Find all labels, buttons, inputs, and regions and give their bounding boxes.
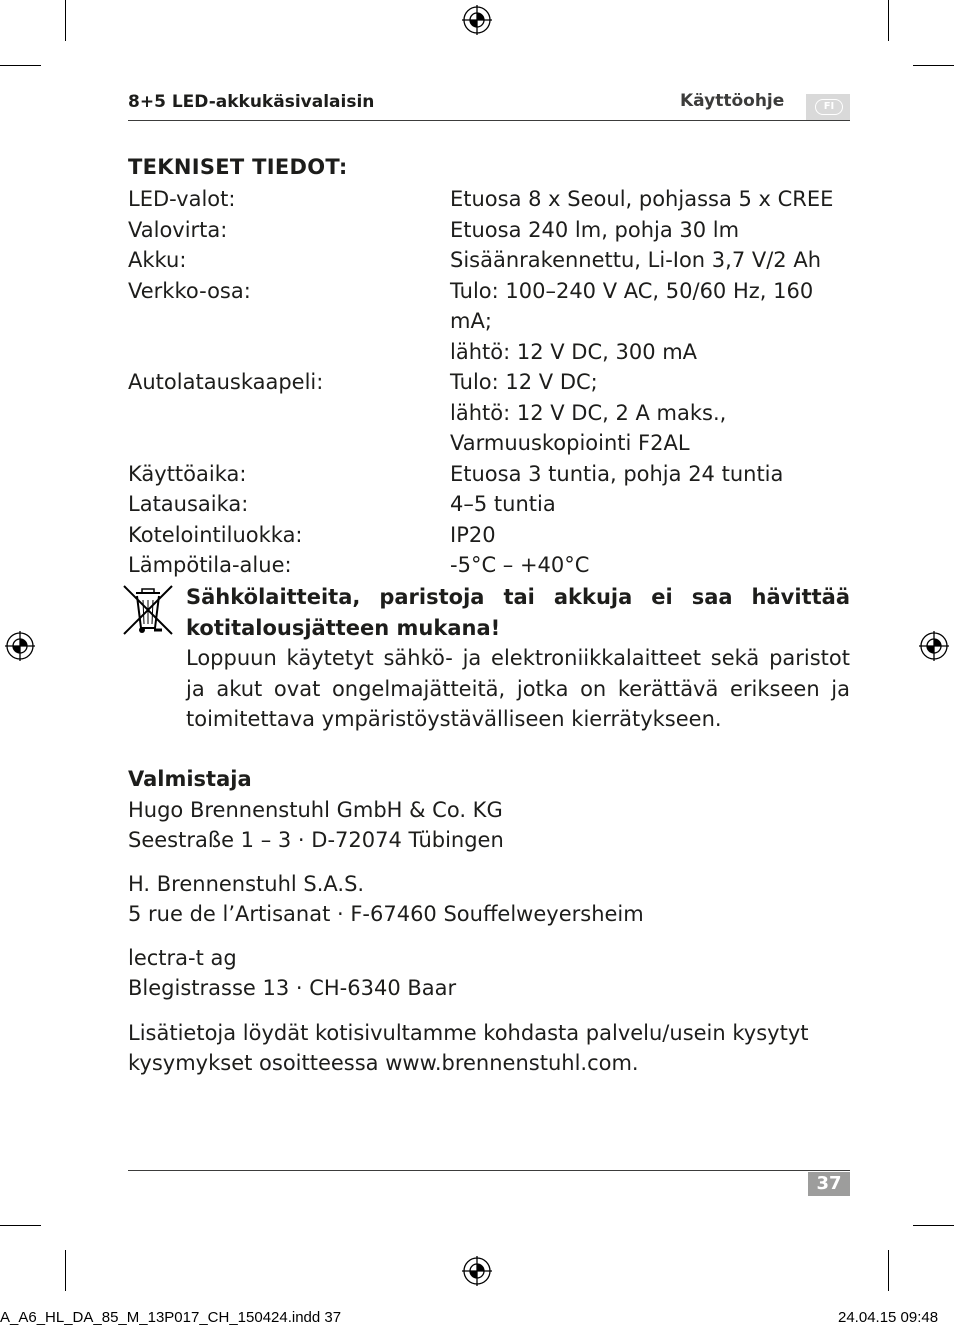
crop-mark	[65, 0, 66, 41]
spec-value: IP20	[450, 522, 496, 547]
company-address: 5 rue de l’Artisanat · F-67460 Souffelweyersheim	[128, 902, 644, 926]
spec-value: Tulo: 12 V DC;	[450, 370, 598, 394]
language-tab	[806, 94, 850, 120]
spec-label: Latausaika:	[128, 492, 249, 516]
spec-row	[128, 550, 850, 581]
info-text: Lisätietoja löydät kotisivultamme kohdasta palvelu/usein kysytyt	[128, 1021, 809, 1045]
crop-mark	[913, 1225, 954, 1226]
crop-mark	[913, 65, 954, 66]
disposal-warning-heading: Sähkölaitteita, paristoja tai akkuja ei saa hävittää kotitalousjätteen mukana!	[186, 585, 850, 640]
spec-value: Sisäänrakennettu, Li-Ion 3,7 V/2 Ah	[450, 248, 822, 272]
spec-row	[128, 245, 850, 276]
spec-row	[128, 184, 850, 215]
registration-mark-icon	[919, 631, 949, 661]
spec-value: Etuosa 240 lm, pohja 30 lm	[450, 217, 740, 242]
spec-row	[128, 398, 850, 429]
footer-divider	[128, 1170, 850, 1171]
spec-value: Etuosa 8 x Seoul, pohjassa 5 x CREE	[450, 187, 834, 211]
info-text: kysymykset osoitteessa www.brennenstuhl.com.	[128, 1051, 639, 1075]
crop-mark	[888, 1250, 889, 1291]
document-title: 8+5 LED-akkukäsivalaisin	[128, 92, 375, 112]
spec-row	[128, 520, 850, 551]
spec-label: Kotelointiluokka:	[128, 522, 303, 547]
spec-row	[128, 276, 850, 337]
registration-mark-icon	[462, 5, 492, 35]
spec-value: lähtö: 12 V DC, 2 A maks.,	[450, 400, 727, 425]
spec-row	[128, 489, 850, 520]
registration-mark-icon	[5, 631, 35, 661]
language-code: FI	[815, 99, 843, 115]
company-address: Seestraße 1 – 3 · D-72074 Tübingen	[128, 828, 504, 852]
company-name: Hugo Brennenstuhl GmbH & Co. KG	[128, 798, 503, 822]
crop-mark	[65, 1250, 66, 1291]
spec-value: lähtö: 12 V DC, 300 mA	[450, 339, 698, 364]
spec-label: Käyttöaika:	[128, 461, 247, 486]
disposal-warning-text: Loppuun käytetyt sähkö- ja elektroniikkalaitteet sekä paristot ja akut ovat ongelmajätteitä, jotka on kerättävä erikseen ja toimitettava ympäristöystävälliseen kierrätykseen.	[186, 646, 850, 731]
spec-label	[128, 398, 450, 429]
crop-mark	[0, 65, 41, 66]
spec-row	[128, 337, 850, 368]
spec-label: Valovirta:	[128, 217, 228, 242]
company-name: H. Brennenstuhl S.A.S.	[128, 872, 365, 896]
company-address: Blegistrasse 13 · CH-6340 Baar	[128, 976, 457, 1000]
manufacturer-heading: Valmistaja	[128, 767, 252, 791]
slug-file-info: A_A6_HL_DA_85_M_13P017_CH_150424.indd 37	[0, 1309, 342, 1326]
spec-label: Lämpötila-alue:	[128, 553, 292, 577]
crop-mark	[0, 1225, 41, 1226]
spec-label: Akku:	[128, 248, 187, 272]
company-name: lectra-t ag	[128, 946, 237, 970]
slug-date-info: 24.04.15 09:48	[838, 1309, 939, 1326]
spec-row	[128, 367, 850, 398]
spec-row	[128, 215, 850, 246]
section-label: Käyttöohje	[680, 91, 785, 111]
specs-table	[128, 184, 850, 581]
page-number: 37	[808, 1172, 850, 1196]
spec-label: LED-valot:	[128, 187, 236, 211]
spec-value: Etuosa 3 tuntia, pohja 24 tuntia	[450, 461, 784, 486]
spec-value: 4–5 tuntia	[450, 492, 556, 516]
registration-mark-icon	[462, 1256, 492, 1286]
specs-heading: TEKNISET TIEDOT:	[128, 155, 348, 179]
spec-value: Varmuuskopiointi F2AL	[450, 431, 690, 455]
spec-row	[128, 459, 850, 490]
spec-value: Tulo: 100–240 V AC, 50/60 Hz, 160 mA;	[450, 278, 814, 333]
spec-label: Autolatauskaapeli:	[128, 370, 324, 394]
header-divider	[128, 120, 850, 121]
crossed-out-bin-icon	[120, 582, 176, 638]
spec-label: Verkko-osa:	[128, 278, 251, 303]
crop-mark	[888, 0, 889, 41]
spec-label	[128, 337, 450, 368]
spec-label	[128, 428, 450, 459]
spec-row	[128, 428, 850, 459]
spec-value: -5°C – +40°C	[450, 553, 590, 577]
